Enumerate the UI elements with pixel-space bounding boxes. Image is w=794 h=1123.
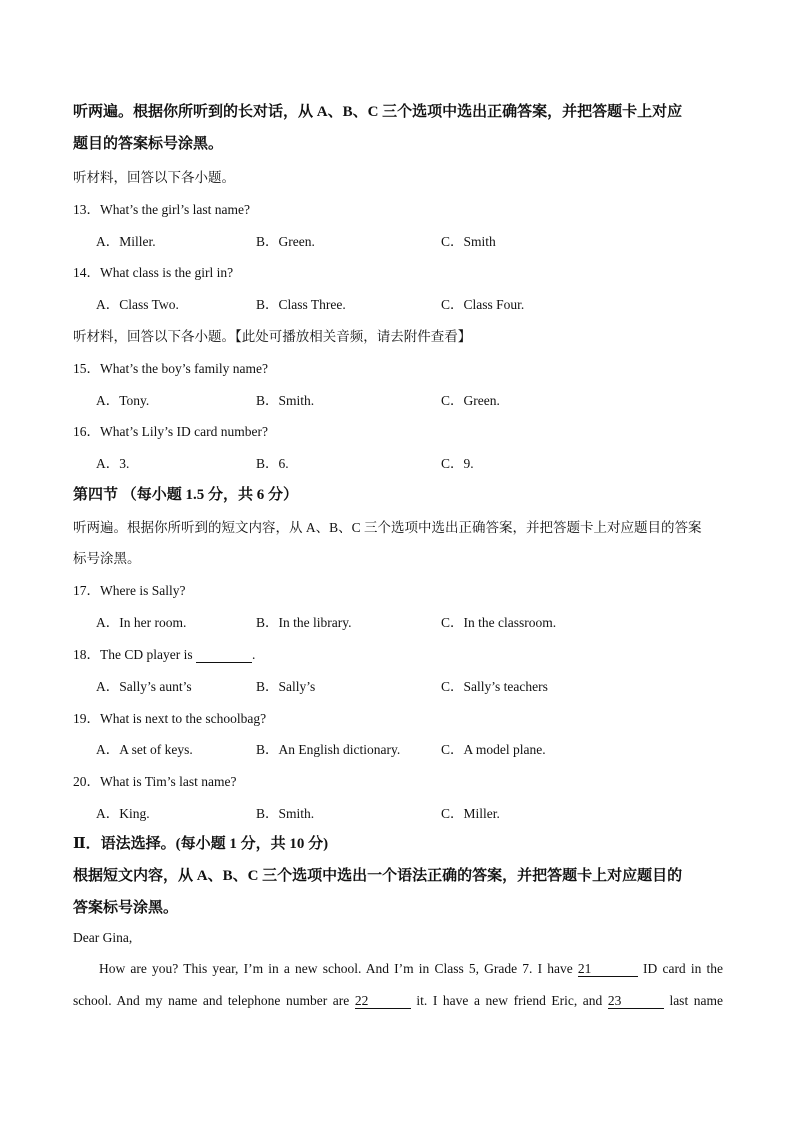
q17-option-a: A．In her room.	[96, 615, 187, 630]
q16-option-a: A．3.	[96, 456, 130, 471]
intro-line-2: 题目的答案标号涂黑。	[73, 136, 224, 152]
q20-option-b: B．Smith.	[256, 806, 315, 821]
intro-line-1: 听两遍。根据你所听到的长对话，从 A、B、C 三个选项中选出正确答案，并把答题卡上对应	[73, 104, 683, 120]
grammar-instruction-1: 根据短文内容，从 A、B、C 三个选项中选出一个语法正确的答案，并把答题卡上对应题目的	[73, 868, 683, 884]
question-20: 20．What is Tim’s last name?	[73, 774, 237, 789]
q14-option-c: C．Class Four.	[441, 297, 525, 312]
letter-line-2-text: school. And my name and telephone number are	[73, 993, 355, 1008]
question-19: 19．What is next to the schoolbag?	[73, 711, 267, 726]
question-16: 16．What’s Lily’s ID card number?	[73, 424, 268, 439]
q20-option-a: A．King.	[96, 806, 150, 821]
q13-option-a: A．Miller.	[96, 234, 156, 249]
letter-line-2-end: last name	[663, 993, 723, 1008]
q13-option-b: B．Green.	[256, 234, 315, 249]
question-18-end: .	[251, 647, 256, 662]
q19-option-a: A．A set of keys.	[96, 742, 193, 757]
q13-option-c: C．Smith	[441, 234, 496, 249]
grammar-section-title: Ⅱ．语法选择。(每小题 1 分，共 10 分)	[73, 836, 329, 852]
letter-line-2	[73, 993, 723, 1009]
question-18	[73, 643, 725, 663]
q18-option-c: C．Sally’s teachers	[441, 679, 548, 694]
q14-option-b: B．Class Three.	[256, 297, 346, 312]
blank-22: 22	[355, 994, 411, 1009]
section-4-instruction-2: 标号涂黑。	[73, 551, 141, 566]
letter-line-1	[73, 961, 723, 977]
q14-option-a: A．Class Two.	[96, 297, 179, 312]
question-17: 17．Where is Sally?	[73, 583, 186, 598]
q16-option-b: B．6.	[256, 456, 289, 471]
blank-23: 23	[608, 994, 664, 1009]
q15-option-c: C．Green.	[441, 393, 500, 408]
section-4-title: 第四节 （每小题 1.5 分，共 6 分）	[73, 487, 299, 503]
q17-option-c: C．In the classroom.	[441, 615, 557, 630]
q15-option-a: A．Tony.	[96, 393, 150, 408]
q15-option-b: B．Smith.	[256, 393, 315, 408]
q19-option-c: C．A model plane.	[441, 742, 546, 757]
letter-line-1-end: ID card in the	[637, 961, 723, 976]
material-instruction: 听材料，回答以下各小题。	[73, 170, 235, 185]
letter-line-2-mid: it. I have a new friend Eric, and	[410, 993, 608, 1008]
letter-greeting: Dear Gina,	[73, 930, 133, 945]
question-18-blank	[196, 648, 252, 663]
question-13: 13．What’s the girl’s last name?	[73, 202, 250, 217]
question-14: 14．What class is the girl in?	[73, 265, 234, 280]
q18-option-b: B．Sally’s	[256, 679, 316, 694]
q18-option-a: A．Sally’s aunt’s	[96, 679, 192, 694]
blank-21: 21	[578, 962, 638, 977]
question-15: 15．What’s the boy’s family name?	[73, 361, 268, 376]
q19-option-b: B．An English dictionary.	[256, 742, 401, 757]
q20-option-c: C．Miller.	[441, 806, 500, 821]
question-18-text: 18．The CD player is	[73, 647, 196, 662]
letter-line-1-text: How are you? This year, I’m in a new school. And I’m in Class 5, Grade 7. I have	[99, 961, 578, 976]
q16-option-c: C．9.	[441, 456, 474, 471]
section-4-instruction-1: 听两遍。根据你所听到的短文内容，从 A、B、C 三个选项中选出正确答案，并把答题卡上对应题目的答案	[73, 520, 702, 535]
q17-option-b: B．In the library.	[256, 615, 352, 630]
material-instruction-audio: 听材料，回答以下各小题。【此处可播放相关音频，请去附件查看】	[73, 329, 472, 344]
grammar-instruction-2: 答案标号涂黑。	[73, 900, 179, 916]
